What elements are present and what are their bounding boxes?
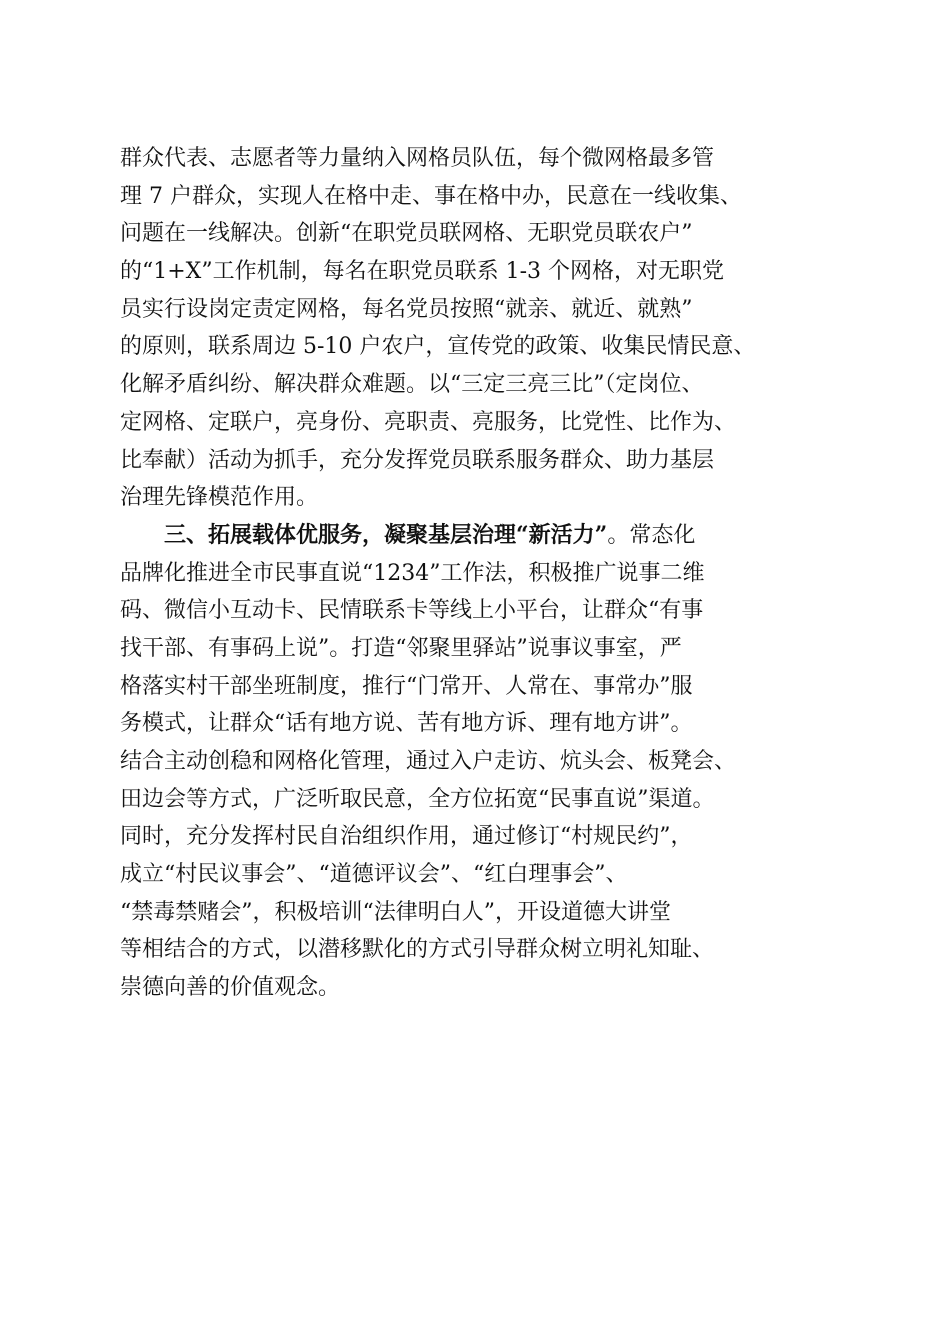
text-line: 格落实村干部坐班制度，推行“门常开、人常在、事常办”服 xyxy=(120,673,693,699)
text-line: 务模式，让群众“话有地方说、苦有地方诉、理有地方讲”。 xyxy=(120,711,693,737)
paragraph-heading-line xyxy=(120,517,835,555)
text-line: 码、微信小互动卡、民情联系卡等线上小平台，让群众“有事 xyxy=(120,598,704,624)
document-body xyxy=(120,140,835,1007)
text-line: 员实行设岗定责定网格，每名党员按照“就亲、就近、就熟” xyxy=(120,296,693,322)
text-line: “禁毒禁赌会”，积极培训“法律明白人”，开设道德大讲堂 xyxy=(120,899,671,925)
paragraph-1 xyxy=(120,140,835,517)
text-line: 品牌化推进全市民事直说“1234”工作法，积极推广说事二维 xyxy=(120,560,705,586)
text-line: 崇德向善的价值观念。 xyxy=(120,975,341,1001)
section-heading: 三、拓展载体优服务，凝聚基层治理“新活力” xyxy=(164,521,608,548)
text-line: 治理先锋模范作用。 xyxy=(120,485,319,511)
text-line: 问题在一线解决。创新“在职党员联网格、无职党员联农户” xyxy=(120,221,693,247)
text-line: 找干部、有事码上说”。打造“邻聚里驿站”说事议事室，严 xyxy=(120,635,682,661)
text-line: 田边会等方式，广泛听取民意，全方位拓宽“民事直说”渠道。 xyxy=(120,786,715,812)
text-line: 的“1+X”工作机制，每名在职党员联系 1-3 个网格，对无职党 xyxy=(120,259,725,285)
text-line: 理 7 户群众，实现人在格中走、事在格中办，民意在一线收集、 xyxy=(120,183,742,209)
text-line: 比奉献）活动为抓手，充分发挥党员联系服务群众、助力基层 xyxy=(120,447,715,473)
paragraph-2 xyxy=(120,517,835,1007)
heading-continuation: 。常态化 xyxy=(607,522,696,548)
text-line: 的原则，联系周边 5-10 户农户，宣传党的政策、收集民情民意、 xyxy=(120,334,756,360)
text-line: 定网格、定联户，亮身份、亮职责、亮服务，比党性、比作为、 xyxy=(120,409,737,435)
text-line: 成立“村民议事会”、“道德评议会”、“红白理事会”、 xyxy=(120,862,628,888)
text-line: 等相结合的方式，以潜移默化的方式引导群众树立明礼知耻、 xyxy=(120,937,715,963)
text-line: 群众代表、志愿者等力量纳入网格员队伍，每个微网格最多管 xyxy=(120,146,715,171)
text-line: 同时，充分发挥村民自治组织作用，通过修订“村规民约”， xyxy=(120,824,693,850)
text-line: 化解矛盾纠纷、解决群众难题。以“三定三亮三比”（定岗位、 xyxy=(120,372,704,398)
text-line: 结合主动创稳和网格化管理，通过入户走访、炕头会、板凳会、 xyxy=(120,749,737,774)
